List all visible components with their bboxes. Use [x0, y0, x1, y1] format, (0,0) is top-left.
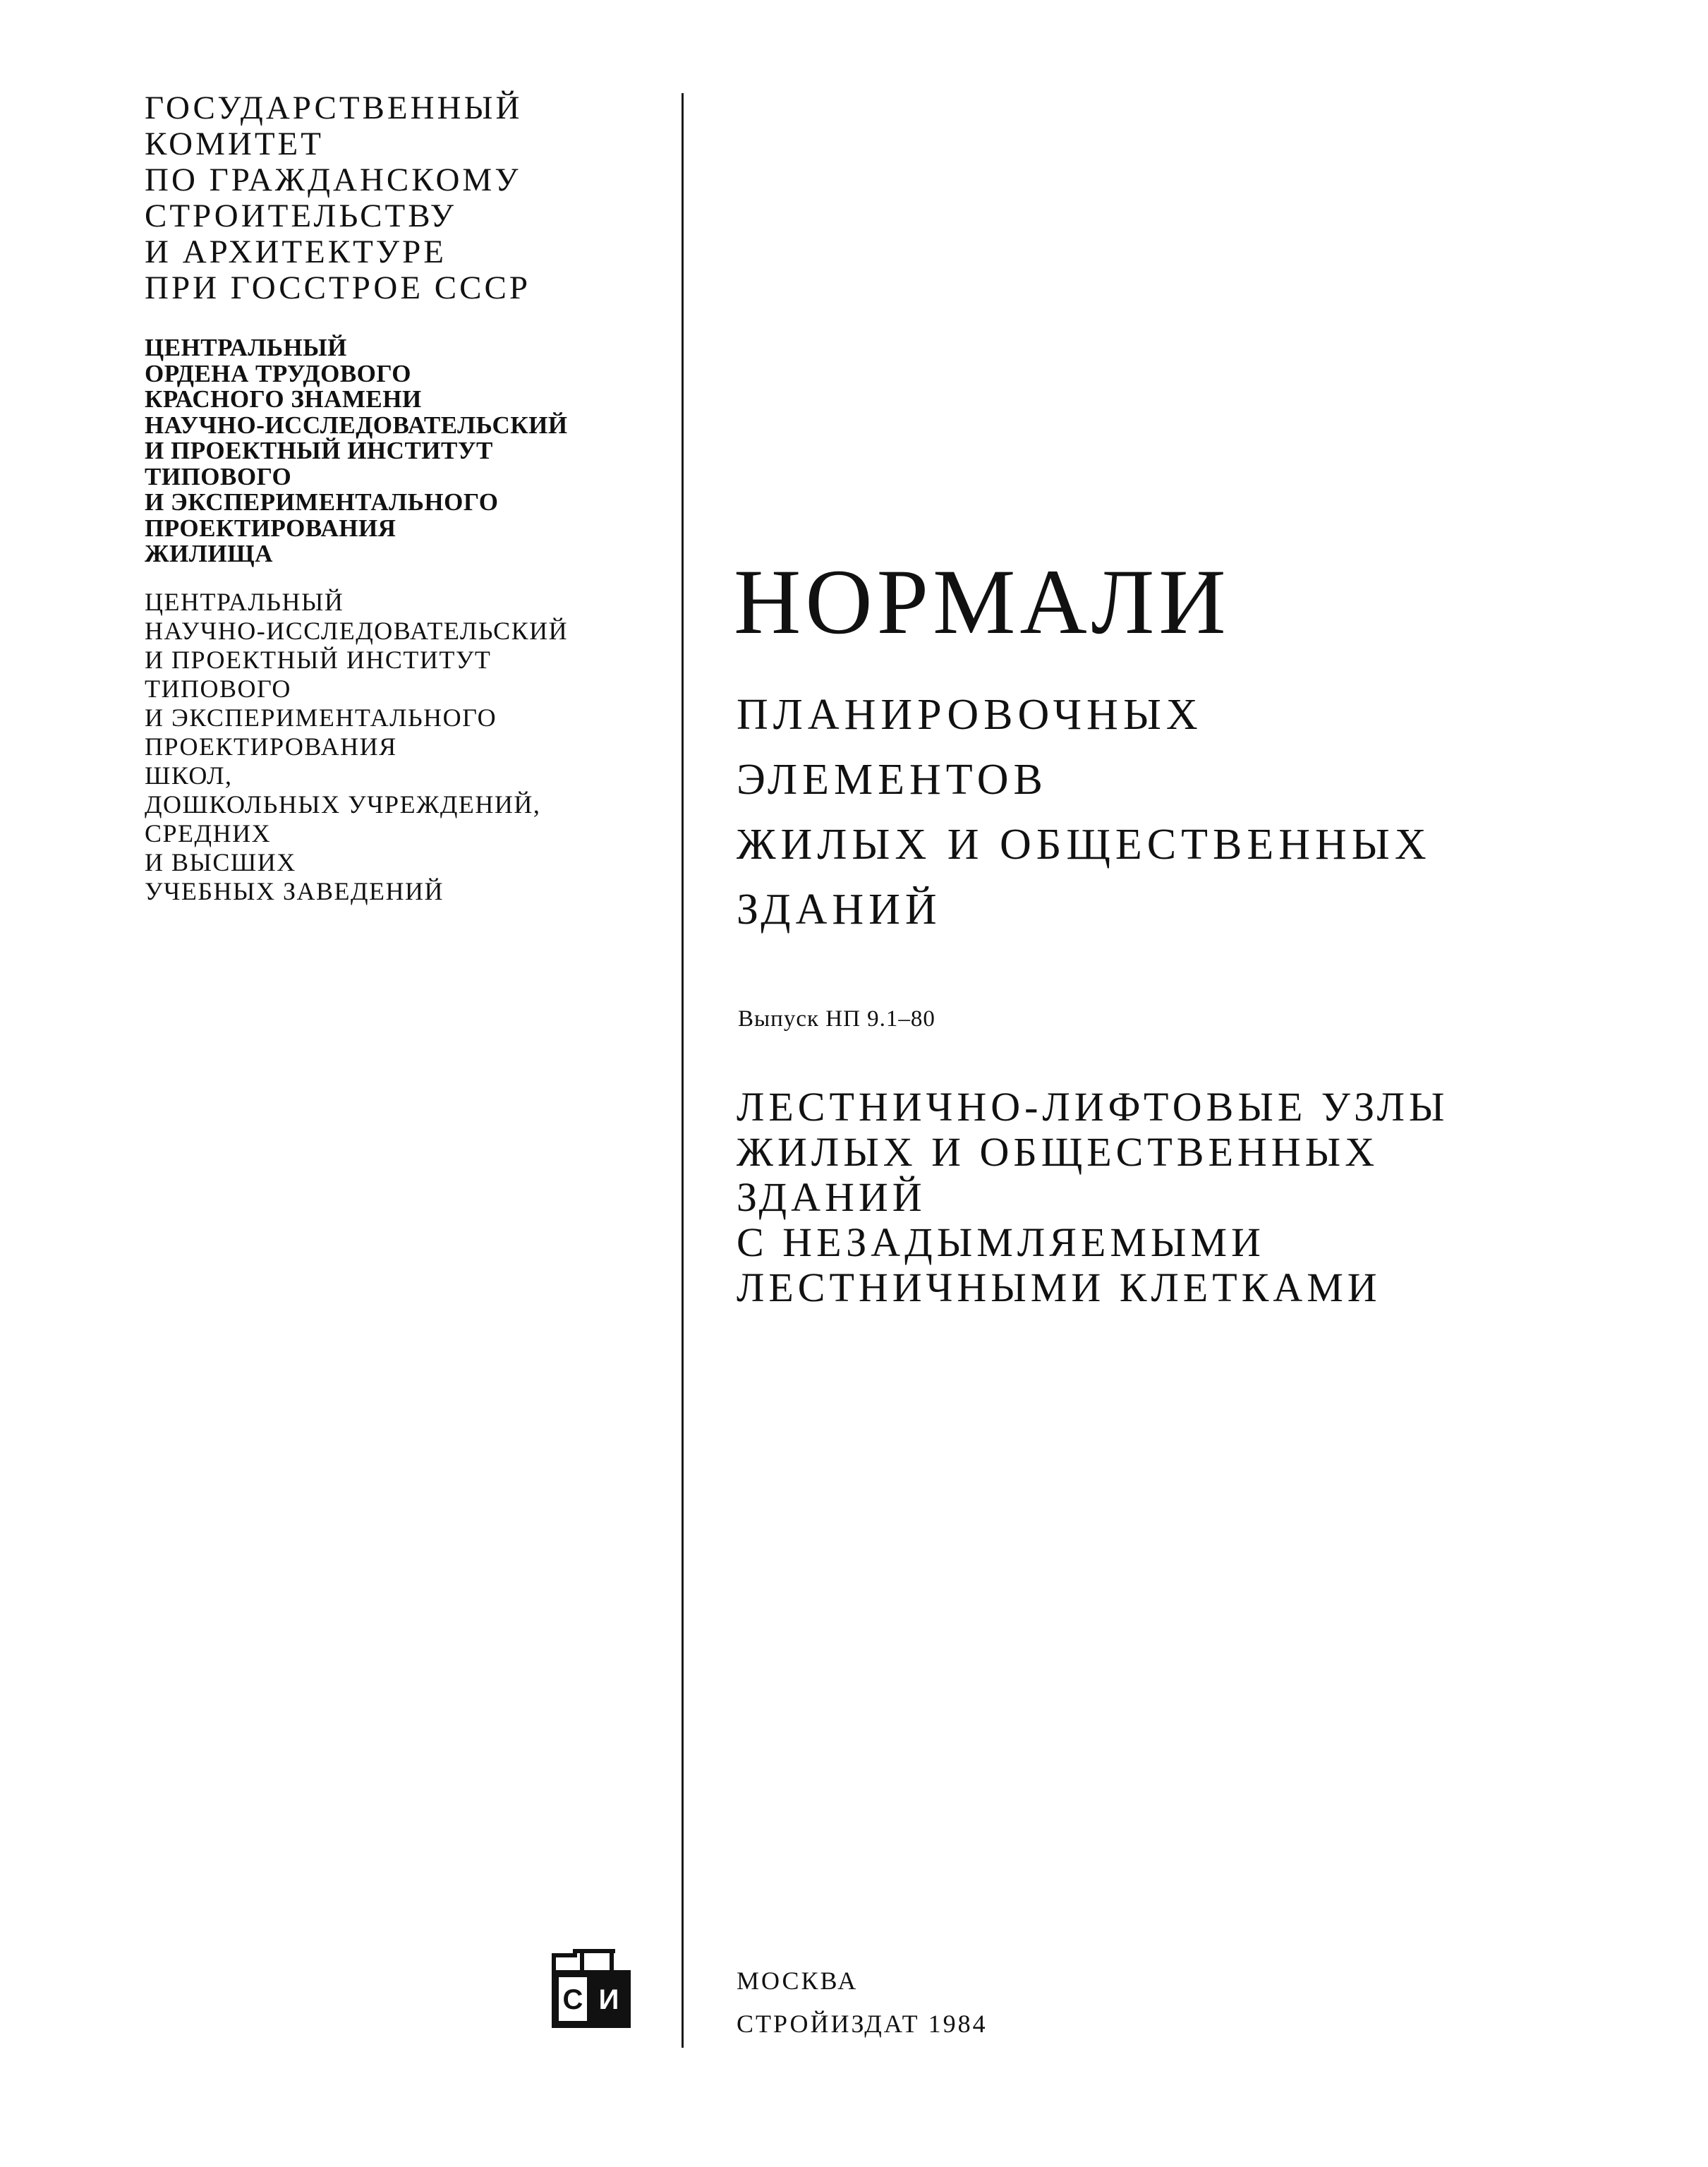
publisher-name-year: СТРОЙИЗДАТ 1984 [737, 2010, 988, 2038]
column-divider [682, 93, 684, 2048]
committee-name: ГОСУДАРСТВЕННЫЙ КОМИТЕТ ПО ГРАЖДАНСКОМУ СТРОИТЕЛЬСТВУ И АРХИТЕКТУРЕ ПРИ ГОССТРОЕ СССР [145, 90, 531, 306]
institute-schools-name: ЦЕНТРАЛЬНЫЙ НАУЧНО-ИССЛЕДОВАТЕЛЬСКИЙ И ПРОЕКТНЫЙ ИНСТИТУТ ТИПОВОГО И ЭКСПЕРИМЕНТАЛЬНОГО ПРОЕКТИРОВАНИЯ ШКОЛ, ДОШКОЛЬНЫХ УЧРЕЖДЕНИЙ, СРЕДНИХ И ВЫСШИХ УЧЕБНЫХ ЗАВЕДЕНИЙ [145, 588, 569, 905]
svg-text:И: И [598, 1984, 619, 2015]
stroyizdat-logo-icon [549, 1946, 634, 2031]
issue-number: Выпуск НП 9.1–80 [738, 1006, 935, 1032]
main-title: НОРМАЛИ [734, 550, 1230, 653]
topic-title: ЛЕСТНИЧНО-ЛИФТОВЫЕ УЗЛЫ ЖИЛЫХ И ОБЩЕСТВЕННЫХ ЗДАНИЙ С НЕЗАДЫМЛЯЕМЫМИ ЛЕСТНИЧНЫМИ КЛЕТКАМИ [737, 1084, 1449, 1310]
publisher-city: МОСКВА [737, 1967, 859, 1995]
institute-housing-name: ЦЕНТРАЛЬНЫЙ ОРДЕНА ТРУДОВОГО КРАСНОГО ЗНАМЕНИ НАУЧНО-ИССЛЕДОВАТЕЛЬСКИЙ И ПРОЕКТНЫЙ ИНСТИТУТ ТИПОВОГО И ЭКСПЕРИМЕНТАЛЬНОГО ПРОЕКТИРОВАНИЯ ЖИЛИЩА [145, 334, 568, 567]
subtitle: ПЛАНИРОВОЧНЫХ ЭЛЕМЕНТОВ ЖИЛЫХ И ОБЩЕСТВЕННЫХ ЗДАНИЙ [737, 691, 1431, 934]
svg-text:С: С [562, 1984, 583, 2015]
